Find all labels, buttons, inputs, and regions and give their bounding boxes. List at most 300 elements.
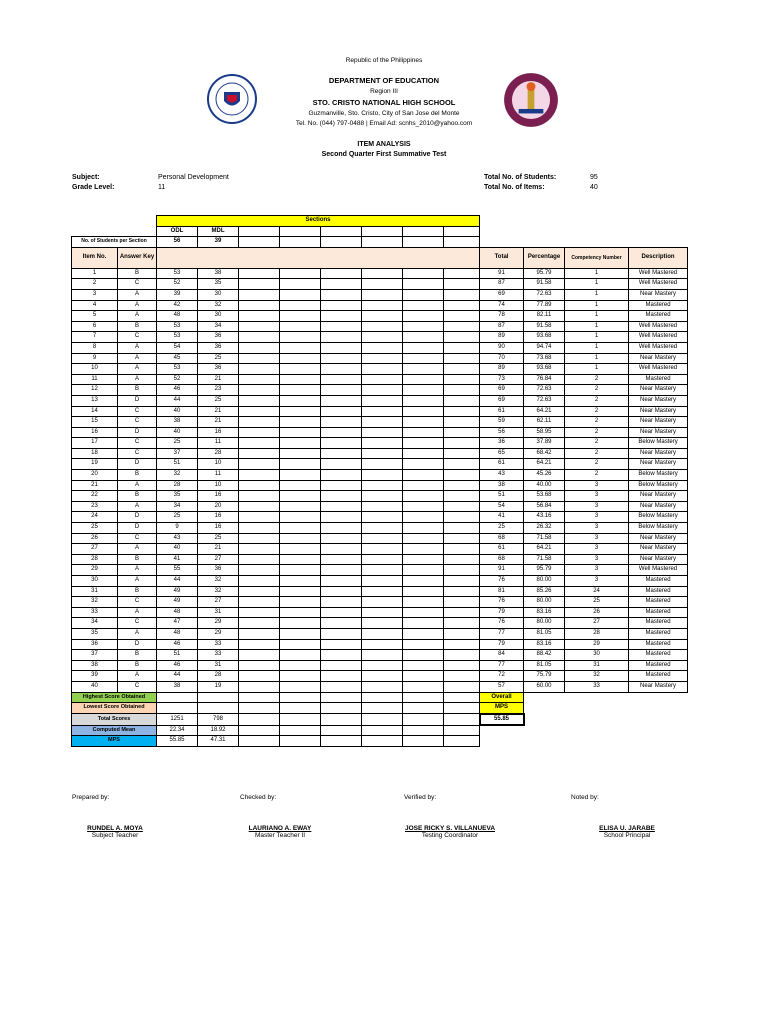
section-empty <box>321 639 362 650</box>
section-empty <box>403 671 444 682</box>
section-empty <box>239 311 280 322</box>
competency-cell: 24 <box>565 586 629 597</box>
item-no-cell: 34 <box>72 618 118 629</box>
blank-cell <box>524 714 688 726</box>
table-row <box>72 332 688 343</box>
mdl-score-cell: 27 <box>198 554 239 565</box>
section-empty <box>321 364 362 375</box>
answer-key-cell: A <box>118 671 157 682</box>
item-no-cell: 7 <box>72 332 118 343</box>
section-empty <box>362 279 403 290</box>
section-empty <box>444 681 480 692</box>
section-empty <box>403 427 444 438</box>
section-empty <box>444 332 480 343</box>
signatory-name: JOSE RICKY S. VILLANUEVA <box>404 825 496 832</box>
section-empty <box>280 576 321 587</box>
section-empty <box>321 321 362 332</box>
section-empty <box>321 459 362 470</box>
section-empty <box>403 544 444 555</box>
section-empty <box>362 671 403 682</box>
section-empty <box>403 311 444 322</box>
section-empty <box>321 237 362 248</box>
section-empty <box>280 332 321 343</box>
section-empty <box>444 725 480 736</box>
item-no-cell: 40 <box>72 681 118 692</box>
section-empty <box>362 554 403 565</box>
item-no-cell: 30 <box>72 576 118 587</box>
section-empty <box>362 576 403 587</box>
answer-key-cell: D <box>118 427 157 438</box>
table-row <box>72 374 688 385</box>
mdl-score-cell: 31 <box>198 607 239 618</box>
table-row <box>72 533 688 544</box>
section-empty <box>444 417 480 428</box>
section-empty <box>239 725 280 736</box>
odl-score-cell: 45 <box>157 353 198 364</box>
section-empty <box>362 618 403 629</box>
section-empty <box>321 311 362 322</box>
prepared-by-label: Prepared by: <box>72 794 110 801</box>
summary-value-cell: 1251 <box>157 714 198 726</box>
section-empty <box>280 565 321 576</box>
section-empty <box>362 300 403 311</box>
percentage-cell: 94.74 <box>524 342 565 353</box>
percentage-header: Percentage <box>524 247 565 268</box>
mdl-score-cell: 36 <box>198 342 239 353</box>
section-empty <box>239 736 280 747</box>
section-empty <box>403 268 444 279</box>
section-name-odl: ODL <box>157 226 198 237</box>
section-empty <box>280 544 321 555</box>
section-empty <box>362 289 403 300</box>
total-cell: 69 <box>480 385 524 396</box>
section-empty <box>362 533 403 544</box>
table-row <box>72 650 688 661</box>
item-no-cell: 4 <box>72 300 118 311</box>
section-empty <box>362 523 403 534</box>
total-cell: 72 <box>480 671 524 682</box>
section-empty <box>444 406 480 417</box>
section-empty <box>239 480 280 491</box>
section-empty <box>403 703 444 714</box>
mdl-score-cell: 21 <box>198 374 239 385</box>
signatory-block <box>395 825 505 839</box>
total-cell: 59 <box>480 417 524 428</box>
section-empty <box>403 586 444 597</box>
section-empty <box>280 533 321 544</box>
odl-score-cell: 40 <box>157 406 198 417</box>
table-row <box>72 671 688 682</box>
section-empty <box>321 692 362 703</box>
competency-cell: 26 <box>565 607 629 618</box>
section-empty <box>239 374 280 385</box>
noted-by-label: Noted by: <box>571 794 599 801</box>
section-empty <box>321 491 362 502</box>
mdl-score-cell: 33 <box>198 650 239 661</box>
description-cell: Near Mastery <box>629 501 688 512</box>
table-row <box>72 491 688 502</box>
table-row <box>72 618 688 629</box>
answer-key-cell: C <box>118 533 157 544</box>
section-empty <box>321 289 362 300</box>
odl-score-cell: 38 <box>157 417 198 428</box>
competency-cell: 3 <box>565 576 629 587</box>
description-cell: Mastered <box>629 607 688 618</box>
signatory-block <box>225 825 335 839</box>
blank-cell <box>72 226 157 237</box>
competency-cell: 1 <box>565 300 629 311</box>
table-row <box>72 385 688 396</box>
answer-key-cell: B <box>118 470 157 481</box>
section-empty <box>321 438 362 449</box>
section-empty <box>403 226 444 237</box>
mdl-score-cell: 16 <box>198 523 239 534</box>
section-empty <box>403 237 444 248</box>
total-cell: 78 <box>480 311 524 322</box>
section-empty <box>280 279 321 290</box>
total-cell: 56 <box>480 427 524 438</box>
competency-cell: 1 <box>565 364 629 375</box>
school-name: STO. CRISTO NATIONAL HIGH SCHOOL <box>312 98 456 107</box>
odl-score-cell: 40 <box>157 544 198 555</box>
mdl-score-cell: 32 <box>198 586 239 597</box>
total-cell: 61 <box>480 459 524 470</box>
section-empty <box>403 618 444 629</box>
percentage-cell: 64.21 <box>524 544 565 555</box>
odl-score-cell: 40 <box>157 427 198 438</box>
total-cell: 76 <box>480 597 524 608</box>
section-empty <box>403 660 444 671</box>
percentage-cell: 62.11 <box>524 417 565 428</box>
section-empty <box>444 289 480 300</box>
section-empty <box>444 448 480 459</box>
section-empty <box>403 353 444 364</box>
report-title: ITEM ANALYSIS <box>357 141 411 148</box>
section-empty <box>280 342 321 353</box>
section-empty <box>403 289 444 300</box>
section-empty <box>403 417 444 428</box>
total-cell: 68 <box>480 554 524 565</box>
answer-key-cell: A <box>118 544 157 555</box>
section-empty <box>362 692 403 703</box>
signatory-name: LAURIANO A. EWAY <box>248 825 312 832</box>
summary-value-cell: 55.85 <box>157 736 198 747</box>
section-empty <box>403 385 444 396</box>
section-empty <box>403 480 444 491</box>
description-cell: Mastered <box>629 650 688 661</box>
description-cell: Below Mastery <box>629 470 688 481</box>
odl-score-cell: 41 <box>157 554 198 565</box>
description-cell: Well Mastered <box>629 268 688 279</box>
total-cell: 89 <box>480 332 524 343</box>
competency-cell: 2 <box>565 448 629 459</box>
section-empty <box>280 618 321 629</box>
competency-cell: 31 <box>565 660 629 671</box>
description-cell: Near Mastery <box>629 448 688 459</box>
item-no-cell: 8 <box>72 342 118 353</box>
description-cell: Mastered <box>629 576 688 587</box>
section-empty <box>321 725 362 736</box>
mdl-score-cell: 10 <box>198 459 239 470</box>
competency-cell: 3 <box>565 512 629 523</box>
percentage-cell: 81.05 <box>524 660 565 671</box>
section-empty <box>280 501 321 512</box>
section-empty <box>280 459 321 470</box>
percentage-cell: 68.42 <box>524 448 565 459</box>
percentage-cell: 64.21 <box>524 406 565 417</box>
section-empty <box>239 703 280 714</box>
section-empty <box>403 607 444 618</box>
percentage-cell: 93.68 <box>524 332 565 343</box>
odl-score-cell: 53 <box>157 321 198 332</box>
section-empty <box>280 406 321 417</box>
odl-score-cell: 44 <box>157 576 198 587</box>
table-row <box>72 268 688 279</box>
description-cell: Well Mastered <box>629 321 688 332</box>
item-no-cell: 10 <box>72 364 118 375</box>
answer-key-cell: D <box>118 512 157 523</box>
answer-key-cell: A <box>118 342 157 353</box>
mdl-score-cell: 21 <box>198 417 239 428</box>
section-empty <box>444 523 480 534</box>
percentage-cell: 60.00 <box>524 681 565 692</box>
section-empty <box>239 438 280 449</box>
section-empty <box>280 374 321 385</box>
summary-value-cell <box>198 692 239 703</box>
mdl-score-cell: 28 <box>198 671 239 682</box>
signatory-block <box>60 825 170 839</box>
section-empty <box>403 501 444 512</box>
section-empty <box>362 353 403 364</box>
section-empty <box>444 353 480 364</box>
percentage-cell: 83.16 <box>524 639 565 650</box>
description-cell: Near Mastery <box>629 554 688 565</box>
percentage-cell: 91.58 <box>524 279 565 290</box>
percentage-cell: 80.00 <box>524 576 565 587</box>
answer-key-cell: A <box>118 364 157 375</box>
description-cell: Below Mastery <box>629 512 688 523</box>
description-cell: Well Mastered <box>629 565 688 576</box>
mdl-score-cell: 25 <box>198 533 239 544</box>
section-empty <box>239 470 280 481</box>
total-cell: 54 <box>480 501 524 512</box>
section-empty <box>403 395 444 406</box>
competency-cell: 2 <box>565 470 629 481</box>
item-no-cell: 31 <box>72 586 118 597</box>
table-row <box>72 279 688 290</box>
section-empty <box>444 342 480 353</box>
section-empty <box>362 226 403 237</box>
signatory-title: Subject Teacher <box>91 832 139 839</box>
section-empty <box>280 671 321 682</box>
section-empty <box>321 395 362 406</box>
item-analysis-table <box>71 215 688 747</box>
section-empty <box>321 597 362 608</box>
section-empty <box>444 714 480 726</box>
total-cell: 61 <box>480 544 524 555</box>
section-empty <box>280 417 321 428</box>
section-empty <box>321 342 362 353</box>
section-empty <box>403 597 444 608</box>
total-cell: 84 <box>480 650 524 661</box>
item-no-cell: 15 <box>72 417 118 428</box>
percentage-cell: 58.95 <box>524 427 565 438</box>
section-empty <box>362 427 403 438</box>
summary-value-cell: 798 <box>198 714 239 726</box>
section-empty <box>362 491 403 502</box>
section-empty <box>444 470 480 481</box>
section-empty <box>321 586 362 597</box>
section-empty <box>362 480 403 491</box>
table-row <box>72 427 688 438</box>
section-empty <box>403 279 444 290</box>
description-cell: Near Mastery <box>629 395 688 406</box>
odl-score-cell: 55 <box>157 565 198 576</box>
odl-score-cell: 53 <box>157 364 198 375</box>
section-empty <box>321 226 362 237</box>
mdl-score-cell: 10 <box>198 480 239 491</box>
section-empty <box>403 438 444 449</box>
section-empty <box>403 533 444 544</box>
section-empty <box>403 554 444 565</box>
competency-cell: 3 <box>565 480 629 491</box>
mdl-score-cell: 25 <box>198 353 239 364</box>
percentage-cell: 71.58 <box>524 554 565 565</box>
section-empty <box>239 554 280 565</box>
section-empty <box>280 639 321 650</box>
answer-key-cell: A <box>118 311 157 322</box>
verified-by-label: Verified by: <box>404 794 437 801</box>
item-no-cell: 38 <box>72 660 118 671</box>
students-odl: 56 <box>157 237 198 248</box>
section-empty <box>362 321 403 332</box>
competency-header: Competency Number <box>565 247 629 268</box>
item-no-cell: 29 <box>72 565 118 576</box>
description-cell: Near Mastery <box>629 289 688 300</box>
item-no-cell: 17 <box>72 438 118 449</box>
section-empty <box>239 607 280 618</box>
section-empty <box>280 385 321 396</box>
odl-score-cell: 37 <box>157 448 198 459</box>
percentage-cell: 91.58 <box>524 321 565 332</box>
section-empty <box>239 385 280 396</box>
odl-score-cell: 43 <box>157 533 198 544</box>
mdl-score-cell: 30 <box>198 289 239 300</box>
item-no-cell: 2 <box>72 279 118 290</box>
section-empty <box>362 448 403 459</box>
section-empty <box>321 554 362 565</box>
competency-cell: 3 <box>565 533 629 544</box>
section-empty <box>444 576 480 587</box>
table-row <box>72 311 688 322</box>
section-empty <box>362 395 403 406</box>
total-cell: 91 <box>480 268 524 279</box>
table-row <box>72 660 688 671</box>
section-empty <box>321 565 362 576</box>
answer-key-cell: A <box>118 607 157 618</box>
description-header: Description <box>629 247 688 268</box>
table-row <box>72 576 688 587</box>
mdl-score-cell: 28 <box>198 448 239 459</box>
section-empty <box>362 311 403 322</box>
answer-key-cell: C <box>118 681 157 692</box>
item-no-cell: 13 <box>72 395 118 406</box>
section-empty <box>444 459 480 470</box>
answer-key-cell: B <box>118 586 157 597</box>
percentage-cell: 93.68 <box>524 364 565 375</box>
section-empty <box>280 470 321 481</box>
blank-cell <box>480 736 524 747</box>
grade-value: 11 <box>158 184 166 191</box>
section-empty <box>444 438 480 449</box>
summary-value-cell: 47.31 <box>198 736 239 747</box>
lowest-score-row <box>72 703 688 714</box>
section-empty <box>239 671 280 682</box>
percentage-cell: 73.68 <box>524 353 565 364</box>
section-empty <box>280 480 321 491</box>
section-empty <box>321 427 362 438</box>
mps-row-label: MPS <box>72 736 157 747</box>
description-cell: Near Mastery <box>629 427 688 438</box>
section-empty <box>280 703 321 714</box>
section-empty <box>321 681 362 692</box>
total-cell: 77 <box>480 660 524 671</box>
odl-score-cell: 46 <box>157 639 198 650</box>
total-students-label: Total No. of Students: <box>484 174 557 181</box>
blank-cell <box>524 703 688 714</box>
answer-key-cell: B <box>118 268 157 279</box>
competency-cell: 25 <box>565 597 629 608</box>
table-row <box>72 289 688 300</box>
section-empty <box>280 364 321 375</box>
school-address: Guzmanville, Sto. Cristo, City of San Jose del Monte <box>308 110 460 117</box>
section-empty <box>403 576 444 587</box>
section-empty <box>444 639 480 650</box>
blank-cell <box>480 237 629 248</box>
section-empty <box>444 491 480 502</box>
odl-score-cell: 32 <box>157 470 198 481</box>
answer-key-cell: A <box>118 374 157 385</box>
section-empty <box>362 681 403 692</box>
section-empty <box>362 660 403 671</box>
answer-key-cell: A <box>118 565 157 576</box>
mdl-score-cell: 11 <box>198 470 239 481</box>
mdl-score-cell: 31 <box>198 660 239 671</box>
section-empty <box>403 565 444 576</box>
percentage-cell: 75.79 <box>524 671 565 682</box>
competency-cell: 2 <box>565 406 629 417</box>
total-cell: 70 <box>480 353 524 364</box>
answer-key-cell: B <box>118 554 157 565</box>
section-empty <box>321 268 362 279</box>
section-empty <box>239 226 280 237</box>
section-empty <box>280 628 321 639</box>
total-cell: 69 <box>480 395 524 406</box>
percentage-cell: 26.32 <box>524 523 565 534</box>
odl-score-cell: 39 <box>157 289 198 300</box>
grade-label: Grade Level: <box>72 184 115 191</box>
item-no-cell: 21 <box>72 480 118 491</box>
section-empty <box>362 438 403 449</box>
section-empty <box>444 586 480 597</box>
computed-mean-row <box>72 725 688 736</box>
section-empty <box>444 480 480 491</box>
section-empty <box>280 237 321 248</box>
answer-key-header: Answer Key <box>118 247 157 268</box>
percentage-cell: 80.00 <box>524 618 565 629</box>
total-cell: 87 <box>480 321 524 332</box>
odl-score-cell: 51 <box>157 650 198 661</box>
